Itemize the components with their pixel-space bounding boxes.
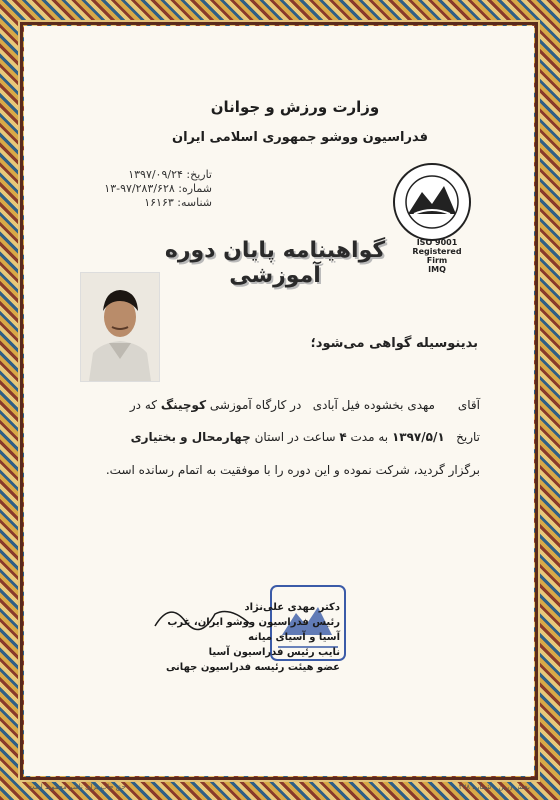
signatory-name: دکتر مهدی علی‌نژاد: [244, 602, 340, 613]
signatory-role-2: نایب رئیس فدراسیون آسیا: [208, 647, 340, 658]
which-text: که در: [129, 398, 157, 412]
hours-text: ساعت در استان: [254, 430, 336, 444]
meta-number: شماره: ۹۷/۲۸۳/۶۲۸-۱۳: [104, 182, 212, 195]
signatory-role-3: عضو هیئت رئیسه فدراسیون جهانی: [165, 662, 340, 673]
portrait-photo: [80, 272, 160, 382]
recipient-name: مهدی بخشوده فیل آبادی: [312, 398, 435, 412]
footer-copyright: حق چاپ برای ناشر محفوظ است: [28, 783, 126, 791]
federation-title: فدراسیون ووشو جمهوری اسلامی ایران: [171, 130, 428, 145]
federation-logo-icon: [392, 162, 472, 242]
iso-line-3: IMQ: [428, 265, 446, 274]
iso-badge: [412, 238, 462, 274]
certificate-title: گواهینامه پایان دوره آموزشی: [164, 238, 386, 288]
workshop-text: در کارگاه آموزشی: [209, 398, 302, 412]
date-label: تاریخ: [456, 430, 480, 444]
duration-text: به مدت: [350, 430, 389, 444]
course-date: ۱۳۹۷/۵/۱: [391, 430, 445, 444]
title-mr: آقای: [457, 398, 480, 412]
iso-line-1: ISO 9001: [416, 238, 458, 247]
portrait-image: [81, 273, 159, 381]
body-line-2: [70, 430, 480, 444]
certify-heading: بدینوسیله گواهی می‌شود؛: [310, 336, 478, 351]
province: چهارمحال و بختیاری: [130, 430, 251, 444]
signatory-role-1: رئیس فدراسیون ووشو ایران، غرب آسیا و آسیای میانه: [167, 617, 340, 643]
discipline: کوچینگ: [160, 398, 207, 412]
handwritten-signature: [150, 596, 260, 636]
body-line-3: برگزار گردید، شرکت نموده و این دوره را با موفقیت به اتمام رسانده است.: [105, 463, 480, 477]
iso-line-2: Registered Firm: [412, 247, 462, 265]
meta-date: تاریخ: ۱۳۹۷/۰۹/۲۴: [128, 168, 212, 181]
course-hours: ۴: [339, 430, 347, 444]
footer-print-info: بخش زرین - شماره ۲۲۸: [458, 783, 530, 791]
body-line-1: [70, 398, 480, 412]
meta-id: شناسه: ۱۶۱۶۳: [144, 196, 212, 209]
ministry-title: وزارت ورزش و جوانان: [210, 98, 380, 116]
